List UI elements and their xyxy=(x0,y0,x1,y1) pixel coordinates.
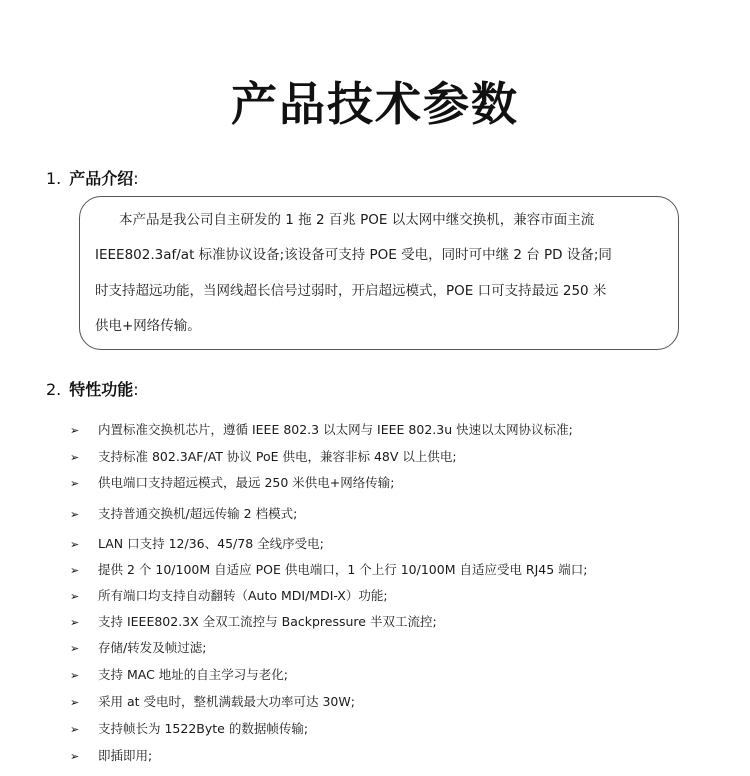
feature-text: 支持 IEEE802.3X 全双工流控与 Backpressure 半双工流控; xyxy=(98,614,437,629)
section-title: 产品介绍 xyxy=(69,169,134,188)
section-colon: : xyxy=(133,380,139,399)
section-title: 特性功能 xyxy=(69,380,134,399)
page-title: 产品技术参数 xyxy=(231,77,519,131)
feature-item xyxy=(70,559,587,581)
section-heading-intro xyxy=(46,168,139,190)
feature-item xyxy=(70,611,437,633)
intro-line: IEEE802.3af/at 标准协议设备;该设备可支持 POE 受电，同时可中继 2 台 PD 设备;同 xyxy=(95,247,612,263)
feature-item xyxy=(70,446,457,468)
feature-text: 供电端口支持超远模式，最远 250 米供电+网络传输; xyxy=(98,475,395,490)
feature-item xyxy=(70,718,308,740)
bullet-arrow-icon: ➢ xyxy=(70,538,80,551)
bullet-arrow-icon: ➢ xyxy=(70,723,80,736)
feature-text: LAN 口支持 12/36、45/78 全线序受电; xyxy=(98,536,324,551)
bullet-arrow-icon: ➢ xyxy=(70,508,80,521)
feature-item xyxy=(70,503,297,525)
feature-text: 所有端口均支持自动翻转（Auto MDI/MDI-X）功能; xyxy=(98,588,388,603)
feature-item xyxy=(70,745,152,767)
section-heading-features xyxy=(46,379,139,401)
feature-text: 内置标准交换机芯片，遵循 IEEE 802.3 以太网与 IEEE 802.3u 快速以太网协议标准; xyxy=(98,422,573,437)
bullet-arrow-icon: ➢ xyxy=(70,750,80,763)
bullet-arrow-icon: ➢ xyxy=(70,669,80,682)
feature-text: 即插即用; xyxy=(98,748,153,763)
bullet-arrow-icon: ➢ xyxy=(70,477,80,490)
feature-item xyxy=(70,419,573,441)
feature-text: 存储/转发及帧过滤; xyxy=(98,640,207,655)
feature-item xyxy=(70,691,355,713)
bullet-arrow-icon: ➢ xyxy=(70,590,80,603)
feature-text: 提供 2 个 10/100M 自适应 POE 供电端口，1 个上行 10/100M 自适应受电 RJ45 端口; xyxy=(98,562,588,577)
section-number: 2. xyxy=(46,380,62,399)
intro-line: 本产品是我公司自主研发的 1 拖 2 百兆 POE 以太网中继交换机，兼容市面主流 xyxy=(119,212,595,228)
section-colon: : xyxy=(133,169,139,188)
bullet-arrow-icon: ➢ xyxy=(70,642,80,655)
feature-text: 支持标准 802.3AF/AT 协议 PoE 供电，兼容非标 48V 以上供电; xyxy=(98,449,457,464)
feature-item xyxy=(70,585,388,607)
feature-text: 支持帧长为 1522Byte 的数据帧传输; xyxy=(98,721,309,736)
bullet-arrow-icon: ➢ xyxy=(70,424,80,437)
feature-text: 采用 at 受电时，整机满载最大功率可达 30W; xyxy=(98,694,355,709)
bullet-arrow-icon: ➢ xyxy=(70,616,80,629)
bullet-arrow-icon: ➢ xyxy=(70,451,80,464)
intro-line: 供电+网络传输。 xyxy=(95,318,201,334)
feature-item xyxy=(70,637,206,659)
feature-text: 支持普通交换机/超远传输 2 档模式; xyxy=(98,506,298,521)
bullet-arrow-icon: ➢ xyxy=(70,696,80,709)
feature-item xyxy=(70,664,288,686)
feature-item xyxy=(70,533,324,555)
feature-text: 支持 MAC 地址的自主学习与老化; xyxy=(98,667,289,682)
feature-item xyxy=(70,472,395,494)
bullet-arrow-icon: ➢ xyxy=(70,564,80,577)
section-number: 1. xyxy=(46,169,62,188)
intro-line: 时支持超远功能，当网线超长信号过弱时，开启超远模式，POE 口可支持最远 250 米 xyxy=(95,283,607,299)
